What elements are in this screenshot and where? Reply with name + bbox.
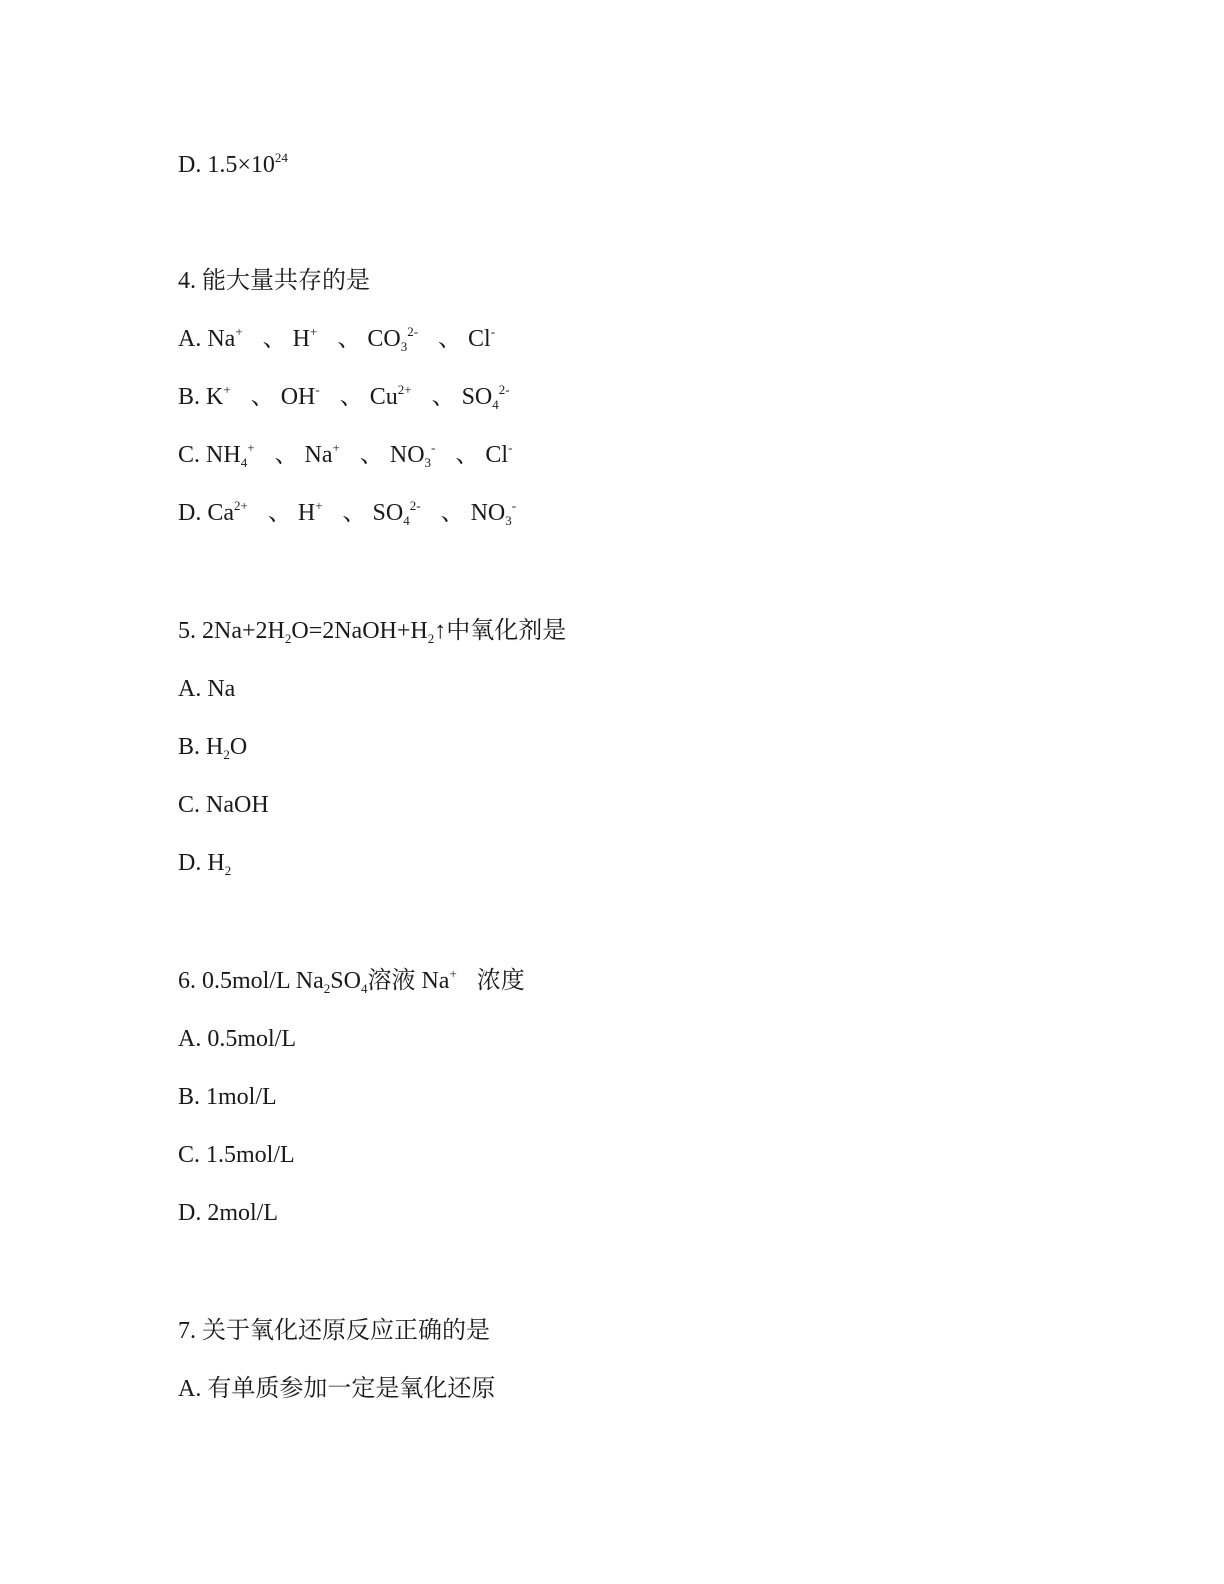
ion: OH- <box>280 382 320 410</box>
ion: Na+ <box>304 440 340 468</box>
chemical-equation: $2Na+2H_2O=2NaOH+H_2↑$ <box>202 618 447 646</box>
formula: $Na_2SO_4$ <box>295 968 368 996</box>
option-label: B. <box>178 1084 201 1110</box>
option-label: C. <box>178 792 201 818</box>
option-label: C. <box>178 1142 201 1168</box>
q6-option-d <box>178 1198 278 1228</box>
option-value: $H_2$ <box>207 850 232 878</box>
q5-option-d <box>178 848 231 878</box>
question-number: 5. <box>178 618 196 644</box>
ion: $CO_3^{2-}$ <box>367 324 419 354</box>
ion: $SO_4^{2-}$ <box>372 498 421 528</box>
separator: 、 <box>438 326 463 352</box>
exponent: 24 <box>274 150 288 165</box>
separator: 、 <box>339 384 364 410</box>
option-label: D. <box>178 850 202 876</box>
option-value: Na <box>207 676 236 702</box>
ion: H+ <box>297 498 323 526</box>
q4-option-d <box>178 498 516 528</box>
option-value: $H_2O$ <box>206 734 248 762</box>
q6-stem <box>178 966 525 996</box>
separator: 、 <box>440 500 465 526</box>
q6-option-c <box>178 1140 295 1170</box>
option-value: 有单质参加一定是氧化还原 <box>207 1376 496 1402</box>
option-value: 1.5×10 <box>207 152 275 178</box>
ion: $Ca^{2+}$ <box>207 498 248 526</box>
option-label: C. <box>178 442 201 468</box>
question-number: 4. <box>178 268 196 294</box>
ion: Na+ <box>421 966 457 994</box>
q3-option-d <box>178 150 288 180</box>
q5-option-c <box>178 790 269 820</box>
question-text: 能大量共存的是 <box>202 268 370 294</box>
option-value: 1mol/L <box>206 1084 277 1110</box>
separator: 、 <box>337 326 362 352</box>
option-value: 1.5mol/L <box>206 1142 295 1168</box>
separator: 、 <box>274 442 299 468</box>
q6-option-a <box>178 1024 296 1054</box>
ion: $NH_4^+$ <box>206 440 255 470</box>
ion: K+ <box>206 382 231 410</box>
separator: 、 <box>431 384 456 410</box>
concentration: 0.5mol/L <box>202 968 290 994</box>
separator: 、 <box>342 500 367 526</box>
q5-option-a <box>178 674 235 704</box>
ion: Cl- <box>485 440 513 468</box>
option-value: 2mol/L <box>207 1200 279 1226</box>
ion: $Cu^{2+}$ <box>369 382 412 410</box>
option-label: D. <box>178 1200 202 1226</box>
q4-option-b <box>178 382 510 412</box>
option-label: A. <box>178 326 202 352</box>
q4-option-c <box>178 440 512 470</box>
ion: H+ <box>292 324 318 352</box>
question-text: 溶液 <box>367 968 416 994</box>
ion: Cl- <box>468 324 496 352</box>
separator: 、 <box>359 442 384 468</box>
option-value: 0.5mol/L <box>207 1026 297 1052</box>
option-label: A. <box>178 1026 202 1052</box>
q7-option-a <box>178 1374 495 1404</box>
separator: 、 <box>250 384 275 410</box>
ion: $NO_3^-$ <box>470 498 517 528</box>
q7-stem <box>178 1316 490 1346</box>
question-number: 7. <box>178 1318 196 1344</box>
question-text: 关于氧化还原反应正确的是 <box>202 1318 490 1344</box>
separator: 、 <box>455 442 480 468</box>
q5-option-b <box>178 732 247 762</box>
option-label: D. <box>178 152 202 178</box>
option-label: A. <box>178 676 202 702</box>
option-label: A. <box>178 1376 202 1402</box>
q5-stem <box>178 616 566 646</box>
question-text: 中氧化剂是 <box>446 618 567 644</box>
question-number: 6. <box>178 968 196 994</box>
q6-option-b <box>178 1082 277 1112</box>
separator: 、 <box>262 326 287 352</box>
option-label: B. <box>178 734 201 760</box>
option-label: D. <box>178 500 202 526</box>
option-label: B. <box>178 384 201 410</box>
ion: $SO_4^{2-}$ <box>461 382 510 412</box>
question-text: 浓度 <box>476 968 525 994</box>
separator: 、 <box>267 500 292 526</box>
ion: $NO_3^-$ <box>389 440 436 470</box>
ion: Na+ <box>207 324 243 352</box>
option-value: NaOH <box>206 792 269 818</box>
q4-option-a <box>178 324 495 354</box>
q4-stem <box>178 266 370 296</box>
